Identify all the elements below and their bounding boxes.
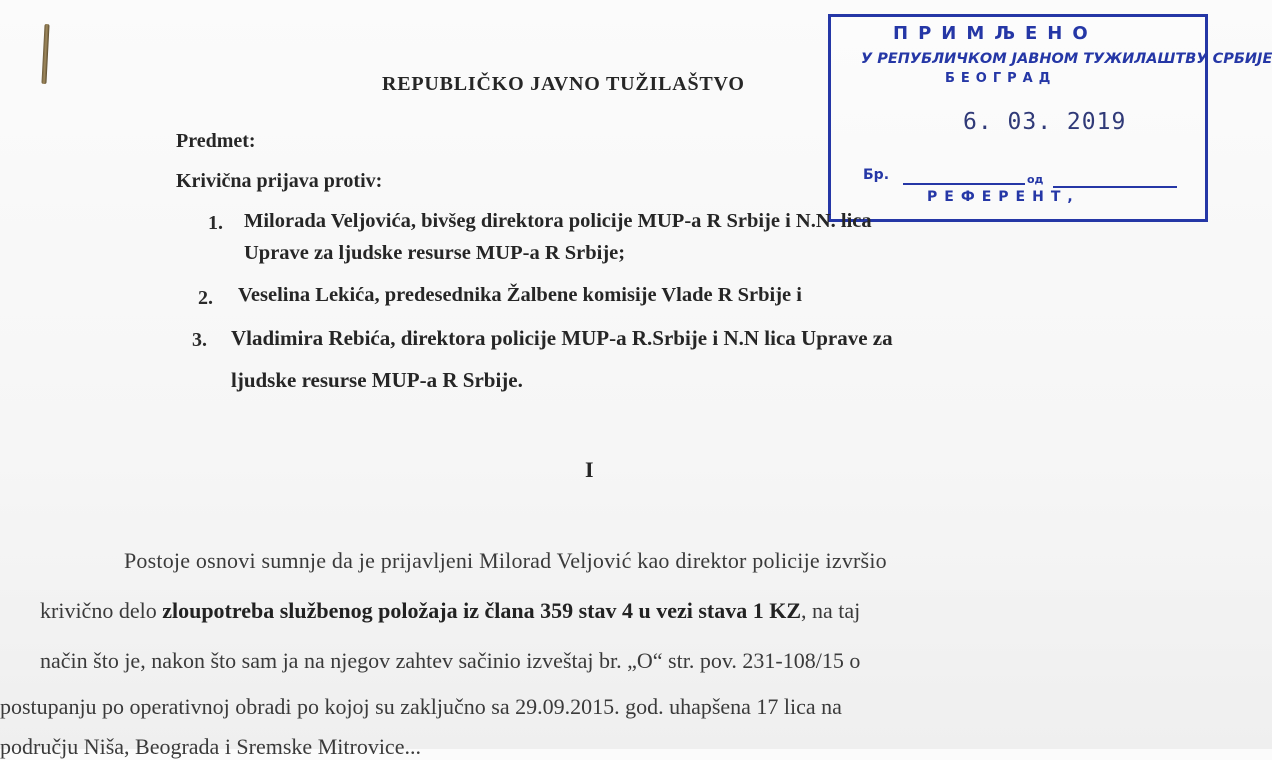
stamp-city: БЕОГРАД (945, 71, 1057, 86)
accused-2-line1: Veselina Lekića, predesednika Žalbene komisije Vlade R Srbije i (238, 284, 802, 306)
complaint-label: Krivična prijava protiv: (176, 170, 383, 192)
stamp-br-label: Бр. (863, 167, 890, 183)
stamp-title: ПРИМЉЕНО (893, 23, 1098, 44)
accused-1-number: 1. (208, 212, 223, 234)
stamp-od-line (1053, 186, 1177, 188)
subject-label: Predmet: (176, 130, 256, 152)
document-heading: REPUBLIČKO JAVNO TUŽILAŠTVO (382, 73, 745, 95)
accused-3-line1: Vladimira Rebića, direktora policije MUP-a R.Srbije i N.N lica Uprave za (231, 326, 893, 350)
stamp-br-line (903, 183, 1025, 185)
paragraph-line-4: postupanju po operativnoj obradi po kojoj su zaključno sa 29.09.2015. god. uhapšena 17 lica na (0, 694, 842, 719)
staple-mark (41, 24, 49, 84)
received-stamp (828, 14, 1272, 222)
paragraph-line-2-bold: zloupotreba službenog položaja iz člana 359 stav 4 u vezi stava 1 KZ (162, 598, 802, 623)
paragraph-line-2-pre: krivično delo (40, 598, 163, 623)
stamp-referent: РЕФЕРЕНТ, (927, 189, 1080, 205)
paragraph-line-2-post: , na taj (801, 598, 861, 623)
accused-2-number: 2. (198, 287, 213, 309)
accused-1-line1: Milorada Veljovića, bivšeg direktora policije MUP-a R Srbije i N.N. lica (244, 210, 872, 232)
paragraph-line-5: području Niša, Beograda i Sremske Mitrovice... (0, 734, 421, 759)
stamp-od-label: од (1027, 173, 1044, 186)
accused-3-line2: ljudske resurse MUP-a R Srbije. (231, 368, 523, 392)
stamp-date: 6. 03. 2019 (963, 109, 1127, 135)
stamp-institution: У РЕПУБЛИЧКОМ ЈАВНОМ ТУЖИЛАШТВУ СРБИЈЕ (861, 51, 1272, 67)
section-numeral: I (585, 457, 594, 482)
accused-3-number: 3. (192, 329, 207, 351)
accused-1-line2: Uprave za ljudske resurse MUP-a R Srbije; (244, 242, 626, 264)
paragraph-line-2 (40, 598, 860, 624)
paragraph-line-1: Postoje osnovi sumnje da je prijavljeni Milorad Veljović kao direktor policije izvršio (124, 548, 887, 573)
paragraph-line-3: način što je, nakon što sam ja na njegov zahtev sačinio izveštaj br. „O“ str. pov. 231-108/15 o (40, 648, 861, 673)
